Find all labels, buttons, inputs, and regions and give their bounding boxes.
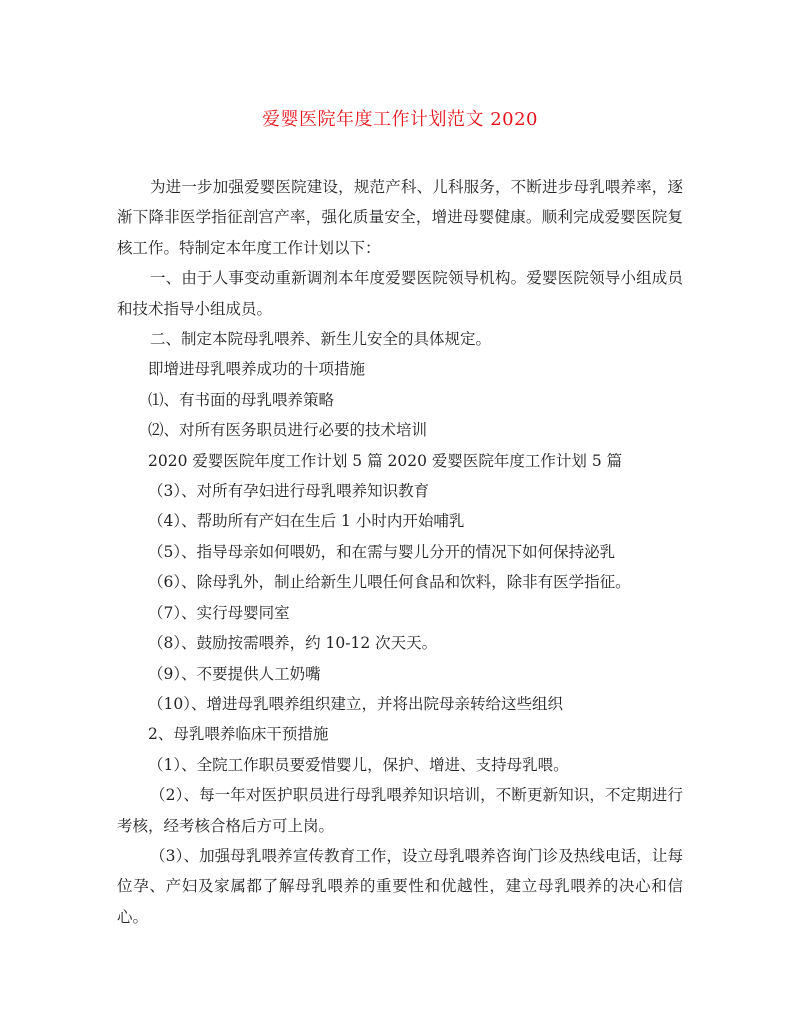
section-two-heading: 二、制定本院母乳喂养、新生儿安全的具体规定。 bbox=[150, 330, 492, 349]
measure-item-3: （3）、对所有孕妇进行母乳喂养知识教育 bbox=[148, 482, 430, 501]
measure-item-9: （9）、不要提供人工奶嘴 bbox=[148, 664, 321, 683]
measure-item-6: （6）、除母乳外，制止给新生儿喂任何食品和饮料，除非有医学指征。 bbox=[148, 573, 631, 592]
intervention-item-2: （2）、每一年对医护职员进行母乳喂养知识培训，不断更新知识，不定期进行考核，经考核合格后方可上岗。 bbox=[117, 786, 683, 835]
intro-paragraph: 为进一步加强爱婴医院建设，规范产科、儿科服务，不断进步母乳喂养率，逐渐下降非医学指征剖宫产率，强化质量安全，增进母婴健康。顺利完成爱婴医院复核工作。特制定本年度工作计划以下： bbox=[117, 178, 683, 257]
measure-item-10: （10）、增进母乳喂养组织建立，并将出院母亲转给这些组织 bbox=[148, 694, 563, 713]
intervention-item-3: （3）、加强母乳喂养宣传教育工作，设立母乳喂养咨询门诊及热线电话，让每位孕、产妇及家属都了解母乳喂养的重要性和优越性，建立母乳喂养的决心和信心。 bbox=[117, 846, 683, 926]
ten-measures-heading: 即增进母乳喂养成功的十项措施 bbox=[148, 360, 366, 379]
measure-item-1: ⑴、有书面的母乳喂养策略 bbox=[148, 390, 335, 409]
document-body bbox=[117, 172, 683, 932]
clinical-intervention-heading: 2、母乳喂养临床干预措施 bbox=[148, 725, 329, 744]
document-title: 爱婴医院年度工作计划范文 2020 bbox=[261, 109, 539, 130]
section-one-paragraph: 一、由于人事变动重新调剂本年度爱婴医院领导机构。爱婴医院领导小组成员和技术指导小组成员。 bbox=[117, 269, 683, 318]
measure-item-5: （5）、指导母亲如何喂奶，和在需与婴儿分开的情况下如何保持泌乳 bbox=[148, 542, 616, 561]
intervention-item-1: （1）、全院工作职员要爱惜婴儿，保护、增进、支持母乳喂。 bbox=[148, 755, 569, 774]
measure-item-7: （7）、实行母婴同室 bbox=[148, 603, 290, 622]
inserted-title-line: 2020 爱婴医院年度工作计划 5 篇 2020 爱婴医院年度工作计划 5 篇 bbox=[148, 451, 623, 470]
measure-item-2: ⑵、对所有医务职员进行必要的技术培训 bbox=[148, 421, 428, 440]
measure-item-4: （4）、帮助所有产妇在生后 1 小时内开始哺乳 bbox=[148, 512, 465, 531]
measure-item-8: （8）、鼓励按需喂养，约 10-12 次天天。 bbox=[148, 634, 438, 653]
